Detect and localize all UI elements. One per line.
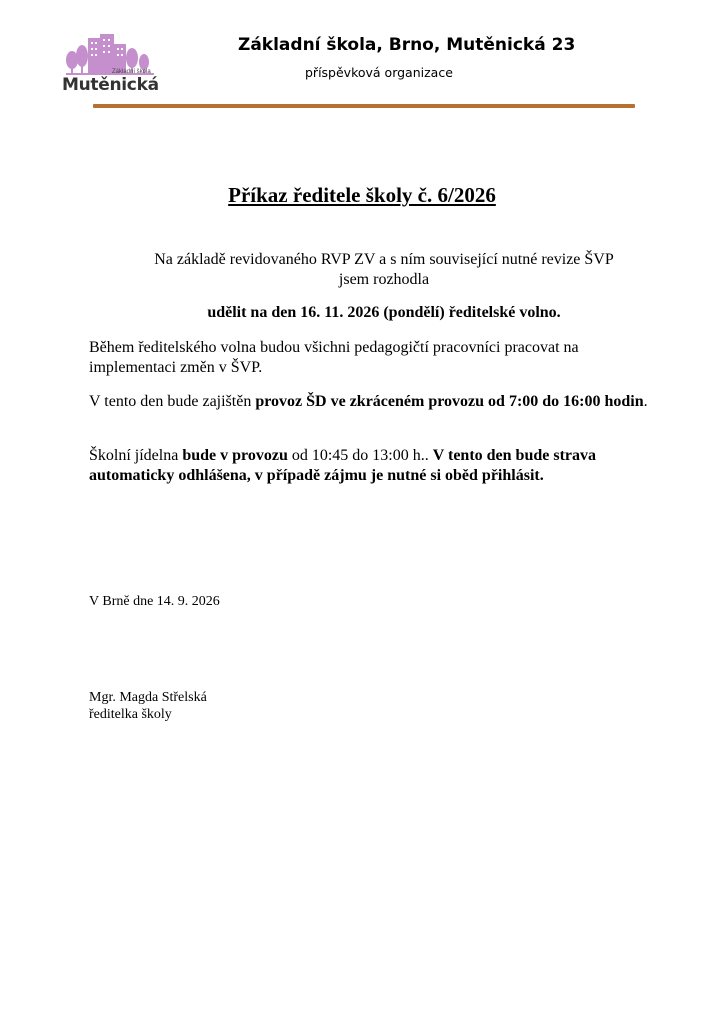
header-divider	[93, 104, 635, 108]
intro-text	[90, 250, 678, 290]
para2-text: V tento den bude zajištěn	[89, 393, 256, 410]
paragraph-staff: Během ředitelského volna budou všichni pedagogičtí pracovníci pracovat na implementaci změn v ŠVP.	[89, 339, 579, 376]
para3-notice: V tento den bude strava automaticky odhlášena, v případě zájmu je nutné si oběd přihlásit.	[89, 447, 597, 484]
para3-time: od 10:45 do 13:00 h..	[287, 447, 433, 464]
signature-role: ředitelka školy	[89, 707, 172, 722]
place-date: V Brně dne 14. 9. 2026	[89, 594, 220, 609]
para3-bold: bude v provozu	[182, 447, 288, 464]
intro-line-2: jsem rozhodla	[338, 271, 430, 288]
school-logo	[62, 30, 162, 100]
paragraph-after-school-club	[89, 392, 649, 412]
document-title: Příkaz ředitele školy č. 6/2026	[228, 183, 496, 207]
para2-bold: provoz ŠD ve zkráceném provozu od 7:00 do 16:00 hodin	[255, 393, 644, 410]
paragraph-canteen	[89, 446, 649, 486]
intro-line-1: Na základě revidovaného RVP ZV a s ním související nutné revize ŠVP	[154, 251, 614, 268]
logo-wordmark: Mutěnická	[62, 75, 159, 95]
school-name: Základní škola, Brno, Mutěnická 23	[238, 35, 576, 55]
school-type: příspěvková organizace	[305, 65, 453, 80]
logo-subtitle: Základní škola	[112, 69, 151, 75]
para3-text: Školní jídelna	[89, 447, 183, 464]
para2-end: .	[643, 393, 648, 410]
signature-name: Mgr. Magda Střelská	[89, 690, 207, 705]
decision-text: udělit na den 16. 11. 2026 (pondělí) ředitelské volno.	[207, 304, 561, 321]
